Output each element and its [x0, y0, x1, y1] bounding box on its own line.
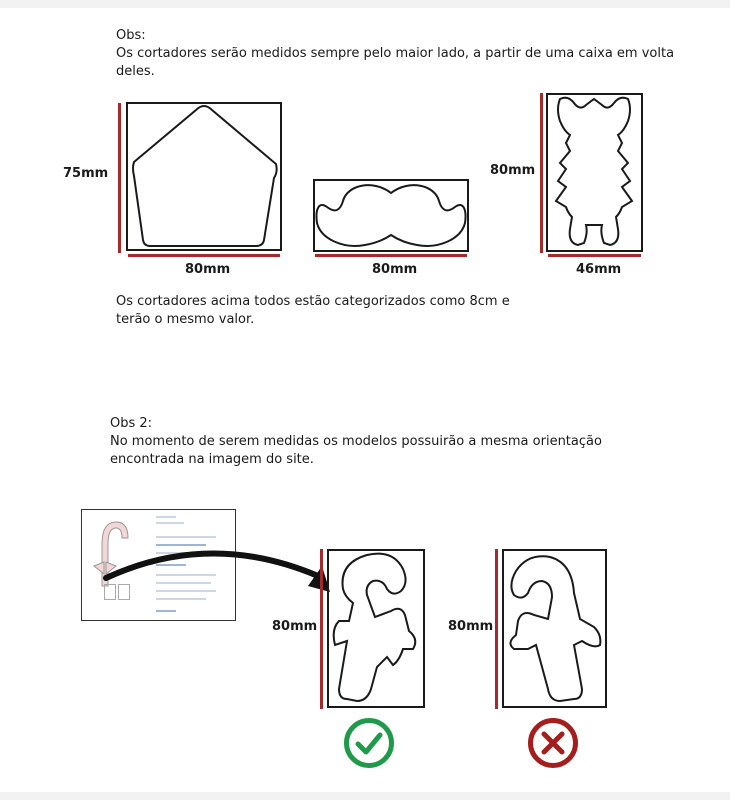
obs2-text: No momento de serem medidas os modelos possuirão a mesma orientação encontrada na imagem do site.	[110, 434, 602, 467]
wrong-height-bar	[495, 549, 498, 709]
pentagon-width-bar	[128, 254, 280, 257]
obs2-block	[110, 415, 630, 469]
pentagon-width-label: 80mm	[185, 262, 231, 277]
obs1-title: Obs:	[116, 28, 146, 43]
thumbnail-text-line	[156, 516, 176, 518]
obs1-block	[116, 27, 676, 81]
obs1-note: Os cortadores acima todos estão categorizados como 8cm e terão o mesmo valor.	[116, 294, 510, 327]
x-mark-icon	[533, 723, 573, 763]
obs2-title: Obs 2:	[110, 416, 153, 431]
candy-cane-correct-shape	[327, 549, 425, 708]
tree-height-label: 80mm	[490, 163, 536, 178]
correct-check-circle	[344, 718, 394, 768]
curved-arrow-icon	[100, 530, 350, 600]
wrong-height-label: 80mm	[448, 619, 494, 634]
tree-width-label: 46mm	[576, 262, 622, 277]
tree-height-bar	[540, 93, 543, 253]
bottom-band	[0, 792, 730, 800]
pentagon-height-label: 75mm	[63, 166, 109, 181]
pentagon-cutter-shape	[126, 102, 282, 251]
tree-width-bar	[548, 254, 641, 257]
pentagon-height-bar	[118, 103, 121, 253]
wrong-x-circle	[528, 718, 578, 768]
thumbnail-text-line	[156, 522, 184, 524]
correct-height-bar	[320, 549, 323, 709]
mustache-width-label: 80mm	[372, 262, 418, 277]
mustache-width-bar	[315, 254, 467, 257]
mustache-cutter-shape	[313, 179, 469, 252]
candy-cane-wrong-shape	[502, 549, 607, 708]
top-band	[0, 0, 730, 8]
checkmark-icon	[349, 723, 389, 763]
correct-height-label: 80mm	[272, 619, 318, 634]
tree-cutter-shape	[546, 93, 643, 252]
obs1-text: Os cortadores serão medidos sempre pelo maior lado, a partir de uma caixa em volta deles.	[116, 46, 675, 79]
thumbnail-text-line	[156, 610, 176, 612]
